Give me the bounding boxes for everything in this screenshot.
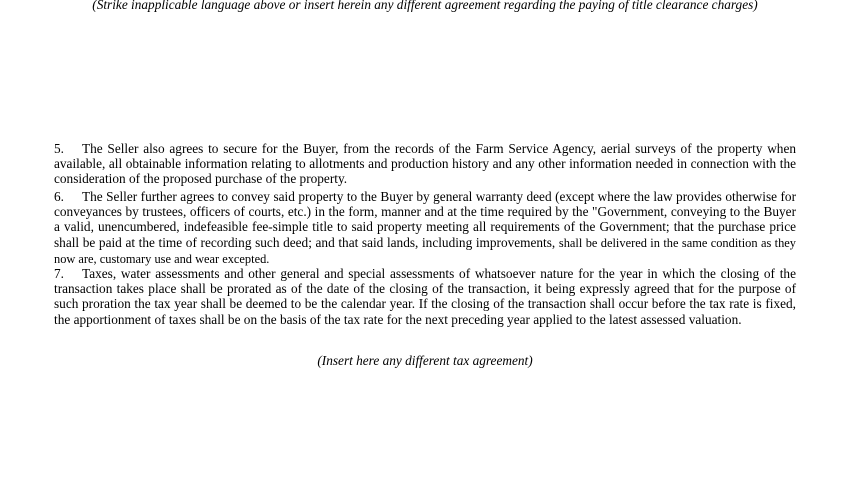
paragraph-text-tail: shall be delivered in the same condition as they now are, customary use and wear excepted.: [54, 235, 796, 266]
paragraph-text: Taxes, water assessments and other general and special assessments of whatsoever nature for the year in which the closing of the transaction takes place shall be prorated as of the date of the closing of the transaction, it being expressly agreed that for the purpose of such proration the tax year shall be deemed to be the calendar year. If the closing of the transaction shall occur before the tax rate is fixed, the apportionment of taxes shall be on the basis of the tax rate for the next preceding year applied to the latest assessed: [54, 266, 796, 327]
paragraph-5: [54, 141, 796, 187]
tax-agreement-entry-area[interactable]: [54, 372, 796, 476]
tax-agreement-instruction: (Insert here any different tax agreement): [317, 353, 533, 368]
paragraph-text-tail: valuation.: [688, 311, 742, 327]
title-clearance-entry-area[interactable]: [54, 16, 796, 134]
paragraph-text: The Seller also agrees to secure for the Buyer, from the records of the Farm Service Agency, aerial surveys of the property when available, all obtainable information relating to allotments and production history and any other information needed in connection with the consideration of the proposed purchase of the property.: [54, 141, 796, 187]
paragraph-7: [54, 266, 796, 327]
paragraph-text: The Seller further agrees to convey said property to the Buyer by general warranty deed (except where the law provides otherwise for conveyances by trustees, officers of courts, etc.) in the form, manner and at the time required by the "Government, conveying to the Buyer a valid, unencumbered, indefeasible fee-simple title to said property meeting all requirements of the Government; that the purchase price shall be paid at the time of recording such deed; and that said lands, including improvements,: [54, 189, 796, 250]
paragraph-6: [54, 189, 796, 267]
title-clearance-instruction: (Strike inapplicable language above or insert herein any different agreement regarding the paying of title clearance charges): [92, 0, 758, 12]
paragraph-number: 6.: [54, 189, 64, 204]
paragraph-number: 5.: [54, 141, 64, 156]
paragraph-number: 7.: [54, 266, 64, 281]
